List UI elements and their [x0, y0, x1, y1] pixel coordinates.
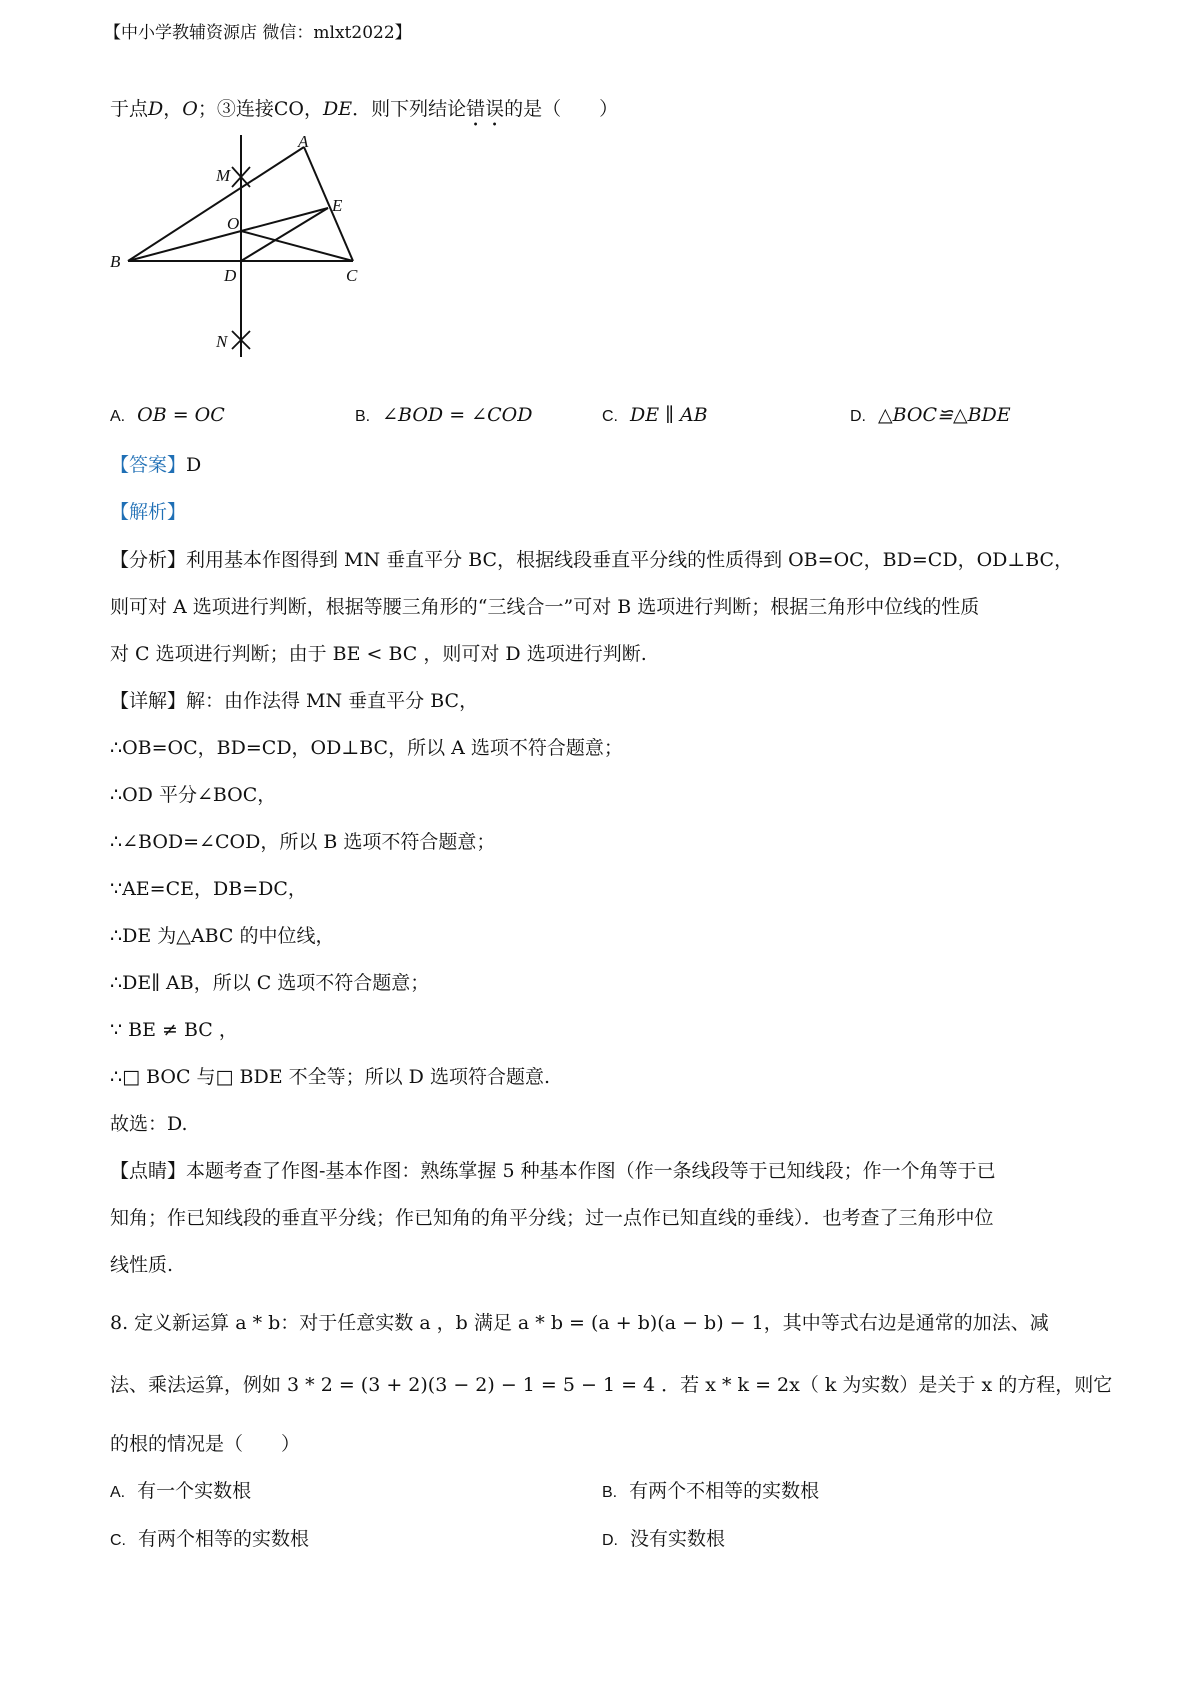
q8-line-2: 法、乘法运算，例如 3 * 2 = (3 + 2)(3 − 2) − 1 = 5 − 1 = 4 ．若 x * k = 2x（ k 为实数）是关于 x 的方程，则它	[110, 1374, 1113, 1396]
detail-line-3: ∴OD 平分∠BOC，	[110, 784, 277, 806]
fenxi-tag: 【分析】	[110, 549, 187, 571]
q7-option-a[interactable]: A. OB = OC	[110, 404, 225, 426]
answer-value: D	[186, 454, 202, 476]
comment-line-1: 【点睛】本题考查了作图-基本作图：熟练掌握 5 种基本作图（作一条线段等于已知线段；作一个角等于已	[110, 1160, 996, 1182]
label-n: N	[216, 332, 228, 351]
q8-line-3: 的根的情况是（ ）	[110, 1433, 301, 1455]
analysis-heading	[110, 499, 186, 525]
watermark: 【中小学教辅资源店 微信：mlxt2022】	[104, 23, 412, 43]
detail-line-9: ∴□ BOC 与□ BDE 不全等；所以 D 选项符合题意.	[110, 1066, 550, 1088]
label-a: A	[298, 132, 309, 151]
detail-line-8: ∵ BE ≠ BC ，	[110, 1019, 238, 1041]
comment-tag: 【点睛】	[110, 1160, 187, 1182]
detail-line-2: ∴OB=OC，BD=CD，OD⊥BC，所以 A 选项不符合题意；	[110, 737, 623, 759]
stem-segment-de: DE	[323, 98, 353, 120]
comment-line-2: 知角；作已知线段的垂直平分线；作已知角的角平分线；过一点作已知直线的垂线）．也考查了三角形中位	[110, 1207, 994, 1229]
stem-emphasis: 错误	[466, 98, 505, 120]
q7-option-d[interactable]: D. △BOC≌△BDE	[850, 404, 1011, 426]
answer-line	[110, 452, 201, 478]
label-d: D	[224, 266, 237, 285]
geometry-figure	[110, 132, 398, 395]
stem-text: ；③连接	[197, 98, 274, 120]
detail-tag: 【详解】	[110, 690, 187, 712]
segment-ac	[304, 147, 353, 261]
stem-sep: ，	[303, 98, 323, 120]
segment-oc	[241, 231, 353, 261]
label-c: C	[346, 266, 358, 285]
detail-line-10: 故选：D.	[110, 1113, 188, 1135]
q7-option-b[interactable]: B. ∠BOD = ∠COD	[355, 404, 533, 426]
stem-text: 于点	[110, 98, 149, 120]
stem-segment-co: CO	[273, 98, 304, 120]
fenxi-line-3: 对 C 选项进行判断；由于 BE < BC ，则可对 D 选项进行判断.	[110, 643, 647, 665]
detail-line-5: ∵AE=CE，DB=DC，	[110, 878, 307, 900]
segment-ab	[128, 147, 304, 261]
label-b: B	[110, 252, 121, 271]
label-e: E	[332, 196, 343, 215]
q8-option-a[interactable]: A. 有一个实数根	[110, 1480, 252, 1502]
label-m: M	[216, 166, 231, 185]
stem-point-d: D	[148, 98, 164, 120]
q8-option-b[interactable]: B. 有两个不相等的实数根	[602, 1480, 820, 1502]
q8-option-d[interactable]: D. 没有实数根	[602, 1528, 726, 1550]
stem-text: 的是（ ）	[504, 98, 619, 120]
comment-line-3: 线性质.	[110, 1254, 174, 1276]
detail-line-4: ∴∠BOD=∠COD，所以 B 选项不符合题意；	[110, 831, 496, 853]
q8-option-c[interactable]: C. 有两个相等的实数根	[110, 1528, 310, 1550]
label-o: O	[227, 214, 240, 233]
q7-stem	[110, 96, 618, 131]
fenxi-line-1: 【分析】利用基本作图得到 MN 垂直平分 BC，根据线段垂直平分线的性质得到 OB=OC，BD=CD，OD⊥BC，	[110, 549, 1074, 571]
q8-line-1: 8. 定义新运算 a * b：对于任意实数 a ，b 满足 a * b = (a + b)(a − b) − 1，其中等式右边是通常的加法、减	[110, 1312, 1049, 1334]
detail-line-1: 【详解】解：由作法得 MN 垂直平分 BC，	[110, 690, 479, 712]
answer-tag: 【答案】	[110, 454, 187, 476]
stem-point-o: O	[182, 98, 198, 120]
analysis-tag: 【解析】	[110, 501, 187, 523]
fenxi-line-2: 则可对 A 选项进行判断，根据等腰三角形的“三线合一”可对 B 选项进行判断；根据三角形中位线的性质	[110, 596, 980, 618]
q7-option-c[interactable]: C. DE ∥ AB	[602, 404, 708, 426]
stem-text: ．则下列结论	[352, 98, 467, 120]
detail-line-7: ∴DE∥ AB，所以 C 选项不符合题意；	[110, 972, 430, 994]
stem-sep: ，	[163, 98, 183, 120]
detail-line-6: ∴DE 为△ABC 的中位线，	[110, 925, 335, 947]
